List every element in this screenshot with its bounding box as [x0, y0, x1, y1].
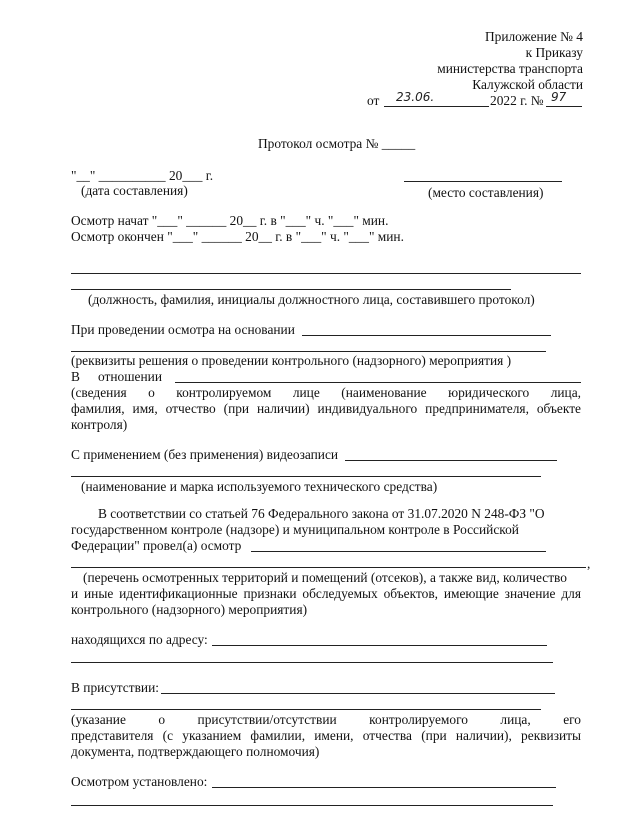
official-line-2	[71, 289, 511, 290]
address-underline-2	[71, 662, 553, 663]
inspected-underline-1	[251, 551, 546, 552]
presence-underline-2	[71, 709, 541, 710]
place-caption: (место составления)	[428, 185, 544, 200]
video-caption: (наименование и марка используемого технического средства)	[81, 479, 438, 494]
appendix-number-underline	[546, 106, 582, 107]
appendix-year: 2022 г. №	[490, 93, 544, 108]
findings-label: Осмотром установлено:	[71, 774, 208, 789]
basis-label: При проведении осмотра на основании	[71, 322, 295, 337]
video-underline-1	[345, 460, 557, 461]
law-text-line1: В соответствии со статьей 76 Федерального закона от 31.07.2020 N 248-ФЗ "О	[98, 506, 545, 521]
page-title: Протокол осмотра № _____	[258, 136, 416, 151]
video-underline-2	[71, 476, 541, 477]
appendix-region: Калужской области	[472, 77, 583, 92]
date-line: "__" __________ 20___ г.	[71, 168, 214, 183]
presence-text-line1: (указание о присутствии/отсутствии контролируемого лица, его	[71, 712, 581, 727]
appendix-date-prefix: от	[367, 93, 380, 108]
address-label: находящихся по адресу:	[71, 632, 208, 647]
inspection-end: Осмотр окончен "___" ______ 20__ г. в "___" ч. "___" мин.	[71, 229, 404, 244]
video-label: С применением (без применения) видеозаписи	[71, 447, 339, 462]
regarding-label-2: отношении	[98, 369, 162, 384]
regarding-label-1: В	[71, 369, 80, 384]
controlled-text-line1: (сведения о контролируемом лице (наименование юридического лица,	[71, 385, 581, 400]
basis-underline-2	[71, 351, 546, 352]
controlled-text-line3: контроля)	[71, 417, 128, 432]
date-caption: (дата составления)	[81, 183, 188, 198]
presence-label: В присутствии:	[71, 680, 159, 695]
presence-text-line3: документа, подтверждающего полномочия)	[71, 744, 320, 759]
inspection-start: Осмотр начат "___" ______ 20__ г. в "___" ч. "___" мин.	[71, 213, 389, 228]
findings-underline-1	[212, 787, 556, 788]
law-text-line3: Федерации" провел(а) осмотр	[71, 538, 242, 553]
appendix-order: к Приказу	[525, 45, 583, 60]
law-text-line2: государственном контроле (надзоре) и муниципальном контроле в Российской	[71, 522, 519, 537]
presence-underline-1	[161, 693, 555, 694]
regarding-underline	[175, 382, 581, 383]
appendix-date-handwritten: 23.06.	[396, 90, 435, 104]
place-underline	[404, 181, 562, 182]
official-caption: (должность, фамилия, инициалы должностного лица, составившего протокол)	[88, 292, 535, 307]
inspected-underline-2	[71, 567, 586, 568]
appendix-date-underline	[384, 106, 489, 107]
inspected-comma: ,	[587, 556, 591, 571]
findings-underline-2	[71, 805, 553, 806]
basis-underline-1	[302, 335, 551, 336]
basis-caption: (реквизиты решения о проведении контрольного (надзорного) мероприятия )	[71, 353, 512, 368]
official-line-1	[71, 273, 581, 274]
list-text-line1: (перечень осмотренных территорий и помещений (отсеков), а также вид, количество	[83, 570, 567, 585]
appendix-ministry: министерства транспорта	[437, 61, 583, 76]
presence-text-line2: представителя (с указанием фамилии, имени, отчества (при наличии), реквизиты	[71, 728, 581, 743]
list-text-line2: и иные идентификационные признаки обследуемых объектов, имеющие значение для	[71, 586, 581, 601]
appendix-title: Приложение № 4	[484, 29, 583, 44]
list-text-line3: контрольного (надзорного) мероприятия)	[71, 602, 308, 617]
appendix-number-handwritten: 97	[551, 90, 567, 104]
address-underline-1	[212, 645, 547, 646]
controlled-text-line2: фамилия, имя, отчество (при наличии) индивидуального предпринимателя, объекте	[71, 401, 581, 416]
